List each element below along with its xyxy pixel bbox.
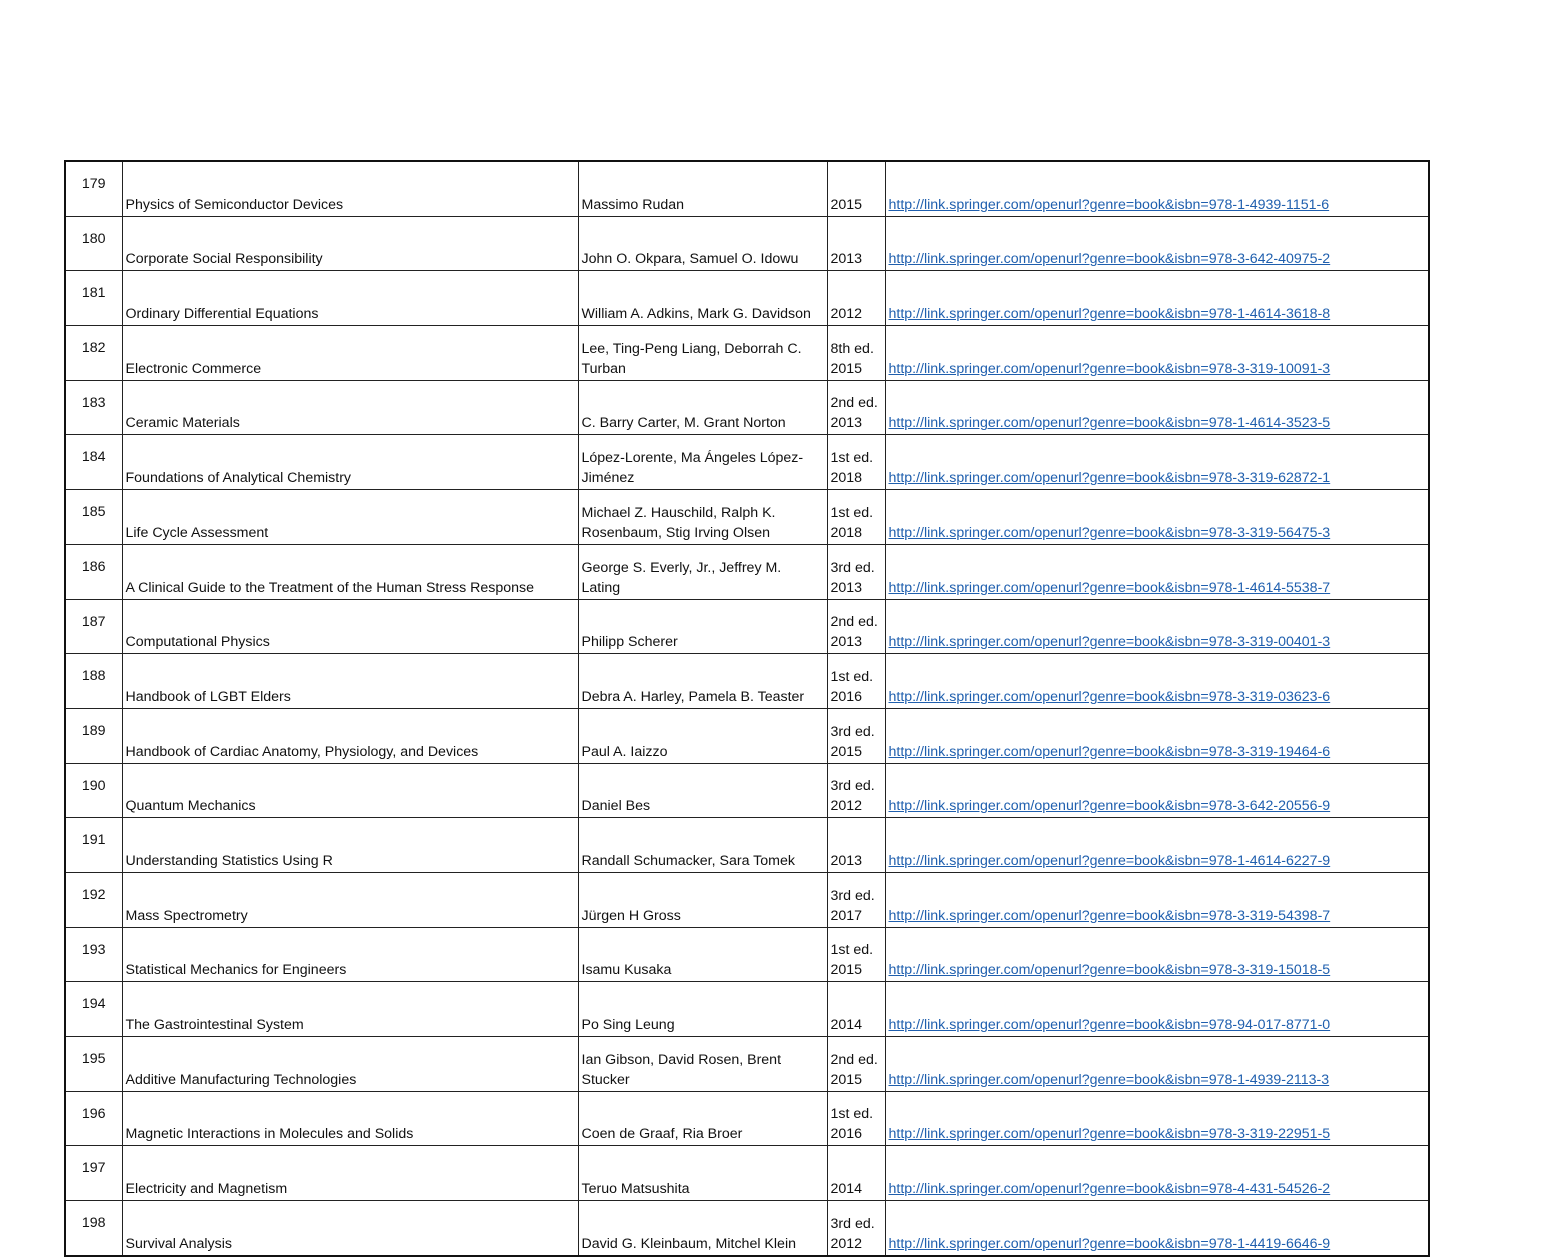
row-number bbox=[65, 161, 122, 216]
book-link[interactable]: http://link.springer.com/openurl?genre=book&isbn=978-1-4419-6646-9 bbox=[888, 1235, 1331, 1252]
book-link-cell bbox=[885, 708, 1429, 763]
row-number bbox=[65, 927, 122, 982]
book-title bbox=[122, 1146, 578, 1201]
book-edition-year bbox=[827, 708, 885, 763]
row-number-text: 184 bbox=[81, 449, 106, 466]
book-authors bbox=[578, 1146, 827, 1201]
book-authors bbox=[578, 490, 827, 545]
book-link-cell bbox=[885, 490, 1429, 545]
book-link[interactable]: http://link.springer.com/openurl?genre=book&isbn=978-1-4614-5538-7 bbox=[888, 579, 1331, 596]
book-title-text: A Clinical Guide to the Treatment of the Human Stress Response bbox=[125, 579, 534, 596]
book-title-text: Ceramic Materials bbox=[125, 415, 240, 432]
row-number bbox=[65, 435, 122, 490]
book-title-text: The Gastrointestinal System bbox=[125, 1017, 304, 1033]
book-link-cell bbox=[885, 982, 1429, 1037]
book-list-body bbox=[65, 161, 1429, 1256]
book-authors-text: John O. Okpara, Samuel O. Idowu bbox=[581, 251, 799, 268]
table-row bbox=[65, 435, 1429, 490]
book-year: 2015 bbox=[830, 743, 863, 760]
book-year: 2017 bbox=[830, 907, 863, 924]
book-edition: 2nd ed. bbox=[830, 395, 878, 412]
book-edition: 1st ed. bbox=[830, 668, 874, 685]
book-edition-year bbox=[827, 490, 885, 545]
book-title-text: Computational Physics bbox=[125, 634, 270, 651]
row-number bbox=[65, 271, 122, 326]
table-row bbox=[65, 544, 1429, 599]
row-number-text: 198 bbox=[81, 1215, 106, 1232]
book-link[interactable]: http://link.springer.com/openurl?genre=book&isbn=978-3-319-56475-3 bbox=[888, 524, 1331, 541]
book-edition: 2nd ed. bbox=[830, 614, 878, 631]
book-title bbox=[122, 927, 578, 982]
book-title bbox=[122, 271, 578, 326]
book-title-text: Corporate Social Responsibility bbox=[125, 251, 323, 268]
book-authors-text: Massimo Rudan bbox=[581, 196, 685, 213]
row-number-text: 179 bbox=[81, 176, 106, 192]
table-row bbox=[65, 1201, 1429, 1256]
book-edition-year bbox=[827, 271, 885, 326]
book-edition: 3rd ed. bbox=[830, 723, 875, 740]
book-edition: 3rd ed. bbox=[830, 887, 875, 904]
book-authors-text: George S. Everly, Jr., Jeffrey M. Lating bbox=[581, 559, 782, 596]
table-row bbox=[65, 380, 1429, 435]
book-link[interactable]: http://link.springer.com/openurl?genre=book&isbn=978-1-4939-1151-6 bbox=[888, 196, 1330, 213]
book-authors-text: Michael Z. Hauschild, Ralph K. Rosenbaum, Stig Irving Olsen bbox=[581, 504, 776, 541]
book-link-cell bbox=[885, 435, 1429, 490]
book-authors-text: Coen de Graaf, Ria Broer bbox=[581, 1126, 743, 1143]
book-title bbox=[122, 1201, 578, 1256]
book-title bbox=[122, 161, 578, 216]
row-number-text: 194 bbox=[81, 996, 106, 1013]
row-number-text: 197 bbox=[81, 1160, 106, 1177]
book-edition-year bbox=[827, 1201, 885, 1256]
book-title bbox=[122, 708, 578, 763]
table-row bbox=[65, 1037, 1429, 1092]
row-number-text: 191 bbox=[81, 832, 106, 849]
book-link[interactable]: http://link.springer.com/openurl?genre=book&isbn=978-3-319-62872-1 bbox=[888, 470, 1331, 487]
book-authors bbox=[578, 818, 827, 873]
book-link-cell bbox=[885, 872, 1429, 927]
book-year: 2012 bbox=[830, 306, 863, 323]
book-authors bbox=[578, 216, 827, 271]
row-number-text: 187 bbox=[81, 613, 106, 630]
row-number-text: 185 bbox=[81, 504, 106, 521]
book-edition: 1st ed. bbox=[830, 450, 874, 467]
book-authors-text: Ian Gibson, David Rosen, Brent Stucker bbox=[581, 1051, 782, 1088]
row-number bbox=[65, 380, 122, 435]
book-authors bbox=[578, 161, 827, 216]
book-title-text: Handbook of Cardiac Anatomy, Physiology, and Devices bbox=[125, 743, 479, 760]
book-title-text: Electricity and Magnetism bbox=[125, 1181, 288, 1198]
book-link-cell bbox=[885, 161, 1429, 216]
row-number bbox=[65, 654, 122, 709]
book-title bbox=[122, 654, 578, 709]
book-link[interactable]: http://link.springer.com/openurl?genre=book&isbn=978-3-319-19464-6 bbox=[888, 743, 1331, 760]
book-link[interactable]: http://link.springer.com/openurl?genre=book&isbn=978-3-319-54398-7 bbox=[888, 907, 1331, 924]
row-number-text: 181 bbox=[81, 285, 106, 302]
book-year: 2016 bbox=[830, 1126, 863, 1143]
book-edition-year bbox=[827, 599, 885, 654]
book-authors bbox=[578, 1037, 827, 1092]
book-edition-year bbox=[827, 763, 885, 818]
book-edition: 8th ed. bbox=[830, 340, 874, 357]
book-edition: 3rd ed. bbox=[830, 778, 875, 795]
row-number bbox=[65, 818, 122, 873]
book-authors bbox=[578, 599, 827, 654]
row-number-text: 186 bbox=[81, 558, 106, 575]
book-authors-text: Philipp Scherer bbox=[581, 634, 678, 651]
book-link-cell bbox=[885, 818, 1429, 873]
book-edition-year bbox=[827, 435, 885, 490]
book-link-cell bbox=[885, 1201, 1429, 1256]
book-link[interactable]: http://link.springer.com/openurl?genre=book&isbn=978-3-319-10091-3 bbox=[888, 360, 1331, 377]
row-number-text: 193 bbox=[81, 941, 106, 958]
book-authors bbox=[578, 380, 827, 435]
book-link-cell bbox=[885, 927, 1429, 982]
book-title-text: Understanding Statistics Using R bbox=[125, 852, 333, 869]
table-row bbox=[65, 654, 1429, 709]
book-title bbox=[122, 599, 578, 654]
book-edition-year bbox=[827, 654, 885, 709]
book-edition: 1st ed. bbox=[830, 942, 874, 959]
book-list-table bbox=[64, 160, 1430, 1257]
book-authors-text: William A. Adkins, Mark G. Davidson bbox=[581, 306, 811, 323]
table-row bbox=[65, 1146, 1429, 1201]
book-link[interactable]: http://link.springer.com/openurl?genre=book&isbn=978-3-642-40975-2 bbox=[888, 251, 1331, 268]
book-year: 2013 bbox=[830, 634, 863, 651]
book-link-cell bbox=[885, 1091, 1429, 1146]
book-title-text: Handbook of LGBT Elders bbox=[125, 688, 291, 705]
book-authors bbox=[578, 271, 827, 326]
book-link[interactable]: http://link.springer.com/openurl?genre=book&isbn=978-1-4614-3523-5 bbox=[888, 415, 1331, 432]
book-title-text: Foundations of Analytical Chemistry bbox=[125, 470, 352, 487]
book-title bbox=[122, 380, 578, 435]
book-title bbox=[122, 872, 578, 927]
book-edition-year bbox=[827, 326, 885, 381]
book-title-text: Mass Spectrometry bbox=[125, 907, 248, 924]
book-authors bbox=[578, 1091, 827, 1146]
book-authors bbox=[578, 927, 827, 982]
table-row bbox=[65, 271, 1429, 326]
book-authors bbox=[578, 435, 827, 490]
row-number bbox=[65, 326, 122, 381]
book-edition: 2nd ed. bbox=[830, 1051, 878, 1068]
book-year: 2015 bbox=[830, 360, 863, 377]
book-edition: 3rd ed. bbox=[830, 1215, 875, 1232]
book-edition-year bbox=[827, 1037, 885, 1092]
row-number bbox=[65, 1201, 122, 1256]
row-number bbox=[65, 708, 122, 763]
table-row bbox=[65, 1091, 1429, 1146]
book-title-text: Ordinary Differential Equations bbox=[125, 306, 319, 323]
book-authors-text: Jürgen H Gross bbox=[581, 907, 681, 924]
book-edition-year bbox=[827, 1091, 885, 1146]
book-title-text: Life Cycle Assessment bbox=[125, 524, 269, 541]
book-authors bbox=[578, 872, 827, 927]
book-link-cell bbox=[885, 271, 1429, 326]
book-title bbox=[122, 326, 578, 381]
book-link[interactable]: http://link.springer.com/openurl?genre=book&isbn=978-1-4614-3618-8 bbox=[888, 306, 1331, 323]
book-edition-year bbox=[827, 1146, 885, 1201]
book-link[interactable]: http://link.springer.com/openurl?genre=book&isbn=978-94-017-8771-0 bbox=[888, 1017, 1331, 1033]
book-authors-text: Randall Schumacker, Sara Tomek bbox=[581, 852, 795, 869]
book-link[interactable]: http://link.springer.com/openurl?genre=book&isbn=978-1-4614-6227-9 bbox=[888, 852, 1331, 869]
book-authors-text: Isamu Kusaka bbox=[581, 962, 672, 979]
table-row bbox=[65, 818, 1429, 873]
book-link-cell bbox=[885, 544, 1429, 599]
row-number-text: 180 bbox=[81, 230, 106, 247]
book-link-cell bbox=[885, 654, 1429, 709]
row-number bbox=[65, 982, 122, 1037]
row-number-text: 195 bbox=[81, 1051, 106, 1067]
book-authors bbox=[578, 708, 827, 763]
book-link-cell bbox=[885, 216, 1429, 271]
book-link[interactable]: http://link.springer.com/openurl?genre=book&isbn=978-3-319-15018-5 bbox=[888, 962, 1331, 979]
book-authors-text: Po Sing Leung bbox=[581, 1017, 675, 1033]
book-title-text: Statistical Mechanics for Engineers bbox=[125, 962, 347, 979]
book-year: 2013 bbox=[830, 852, 863, 869]
row-number-text: 183 bbox=[81, 394, 106, 411]
book-title bbox=[122, 216, 578, 271]
book-link-cell bbox=[885, 599, 1429, 654]
book-year: 2018 bbox=[830, 524, 863, 541]
book-year: 2013 bbox=[830, 251, 863, 268]
book-year: 2014 bbox=[830, 1017, 863, 1033]
book-link[interactable]: http://link.springer.com/openurl?genre=book&isbn=978-3-319-00401-3 bbox=[888, 634, 1331, 651]
book-authors-text: Teruo Matsushita bbox=[581, 1181, 690, 1198]
book-authors-text: Debra A. Harley, Pamela B. Teaster bbox=[581, 688, 805, 705]
book-authors-text: Daniel Bes bbox=[581, 798, 651, 815]
table-row bbox=[65, 490, 1429, 545]
row-number bbox=[65, 599, 122, 654]
book-authors-text: C. Barry Carter, M. Grant Norton bbox=[581, 415, 786, 432]
row-number-text: 190 bbox=[81, 777, 106, 794]
row-number bbox=[65, 1146, 122, 1201]
table-row bbox=[65, 326, 1429, 381]
book-title bbox=[122, 763, 578, 818]
book-link[interactable]: http://link.springer.com/openurl?genre=book&isbn=978-1-4939-2113-3 bbox=[888, 1071, 1330, 1088]
book-edition-year bbox=[827, 380, 885, 435]
row-number-text: 189 bbox=[81, 722, 106, 739]
book-year: 2014 bbox=[830, 1181, 863, 1198]
row-number-text: 182 bbox=[81, 340, 106, 357]
book-edition-year bbox=[827, 818, 885, 873]
book-edition: 1st ed. bbox=[830, 1106, 874, 1123]
book-authors bbox=[578, 1201, 827, 1256]
table-row bbox=[65, 872, 1429, 927]
row-number bbox=[65, 490, 122, 545]
book-link[interactable]: http://link.springer.com/openurl?genre=book&isbn=978-3-319-22951-5 bbox=[888, 1126, 1331, 1143]
book-year: 2012 bbox=[830, 1235, 863, 1252]
book-link-cell bbox=[885, 1146, 1429, 1201]
row-number-text: 188 bbox=[81, 668, 106, 685]
book-link[interactable]: http://link.springer.com/openurl?genre=book&isbn=978-4-431-54526-2 bbox=[888, 1181, 1331, 1198]
book-title bbox=[122, 1091, 578, 1146]
book-edition-year bbox=[827, 544, 885, 599]
book-title-text: Quantum Mechanics bbox=[125, 798, 256, 815]
row-number bbox=[65, 872, 122, 927]
book-title bbox=[122, 1037, 578, 1092]
row-number bbox=[65, 1091, 122, 1146]
book-link[interactable]: http://link.springer.com/openurl?genre=book&isbn=978-3-642-20556-9 bbox=[888, 798, 1331, 815]
book-link-cell bbox=[885, 1037, 1429, 1092]
book-edition-year bbox=[827, 161, 885, 216]
book-title bbox=[122, 818, 578, 873]
book-year: 2012 bbox=[830, 798, 863, 815]
book-authors-text: David G. Kleinbaum, Mitchel Klein bbox=[581, 1235, 796, 1252]
book-year: 2015 bbox=[830, 962, 863, 979]
book-authors bbox=[578, 326, 827, 381]
book-link-cell bbox=[885, 326, 1429, 381]
row-number-text: 192 bbox=[81, 886, 106, 903]
book-authors bbox=[578, 544, 827, 599]
book-authors bbox=[578, 654, 827, 709]
table-row bbox=[65, 927, 1429, 982]
book-authors-text: Lee, Ting-Peng Liang, Deborrah C. Turban bbox=[581, 340, 802, 377]
book-edition: 1st ed. bbox=[830, 504, 874, 521]
book-year: 2013 bbox=[830, 415, 863, 432]
book-year: 2016 bbox=[830, 688, 863, 705]
row-number bbox=[65, 1037, 122, 1092]
book-title bbox=[122, 982, 578, 1037]
book-title bbox=[122, 544, 578, 599]
book-year: 2015 bbox=[830, 1071, 863, 1088]
table-row bbox=[65, 708, 1429, 763]
book-year: 2013 bbox=[830, 579, 863, 596]
book-authors-text: Paul A. Iaizzo bbox=[581, 743, 668, 760]
book-title-text: Physics of Semiconductor Devices bbox=[125, 196, 344, 213]
book-edition-year bbox=[827, 216, 885, 271]
book-title-text: Magnetic Interactions in Molecules and Solids bbox=[125, 1126, 414, 1143]
book-authors bbox=[578, 763, 827, 818]
book-title bbox=[122, 435, 578, 490]
book-title bbox=[122, 490, 578, 545]
book-link-cell bbox=[885, 380, 1429, 435]
row-number bbox=[65, 544, 122, 599]
table-row bbox=[65, 599, 1429, 654]
table-row bbox=[65, 216, 1429, 271]
row-number-text: 196 bbox=[81, 1105, 106, 1122]
book-link-cell bbox=[885, 763, 1429, 818]
book-title-text: Additive Manufacturing Technologies bbox=[125, 1071, 357, 1088]
book-year: 2018 bbox=[830, 470, 863, 487]
book-edition: 3rd ed. bbox=[830, 559, 875, 576]
table-row bbox=[65, 763, 1429, 818]
book-year: 2015 bbox=[830, 196, 863, 213]
table-row bbox=[65, 982, 1429, 1037]
book-title-text: Electronic Commerce bbox=[125, 360, 262, 377]
table-row bbox=[65, 161, 1429, 216]
book-edition-year bbox=[827, 982, 885, 1037]
book-title-text: Survival Analysis bbox=[125, 1235, 232, 1252]
row-number bbox=[65, 763, 122, 818]
book-link[interactable]: http://link.springer.com/openurl?genre=book&isbn=978-3-319-03623-6 bbox=[888, 688, 1331, 705]
book-authors bbox=[578, 982, 827, 1037]
book-edition-year bbox=[827, 872, 885, 927]
book-authors-text: López-Lorente, Ma Ángeles López-Jiménez bbox=[581, 450, 804, 487]
book-edition-year bbox=[827, 927, 885, 982]
row-number bbox=[65, 216, 122, 271]
